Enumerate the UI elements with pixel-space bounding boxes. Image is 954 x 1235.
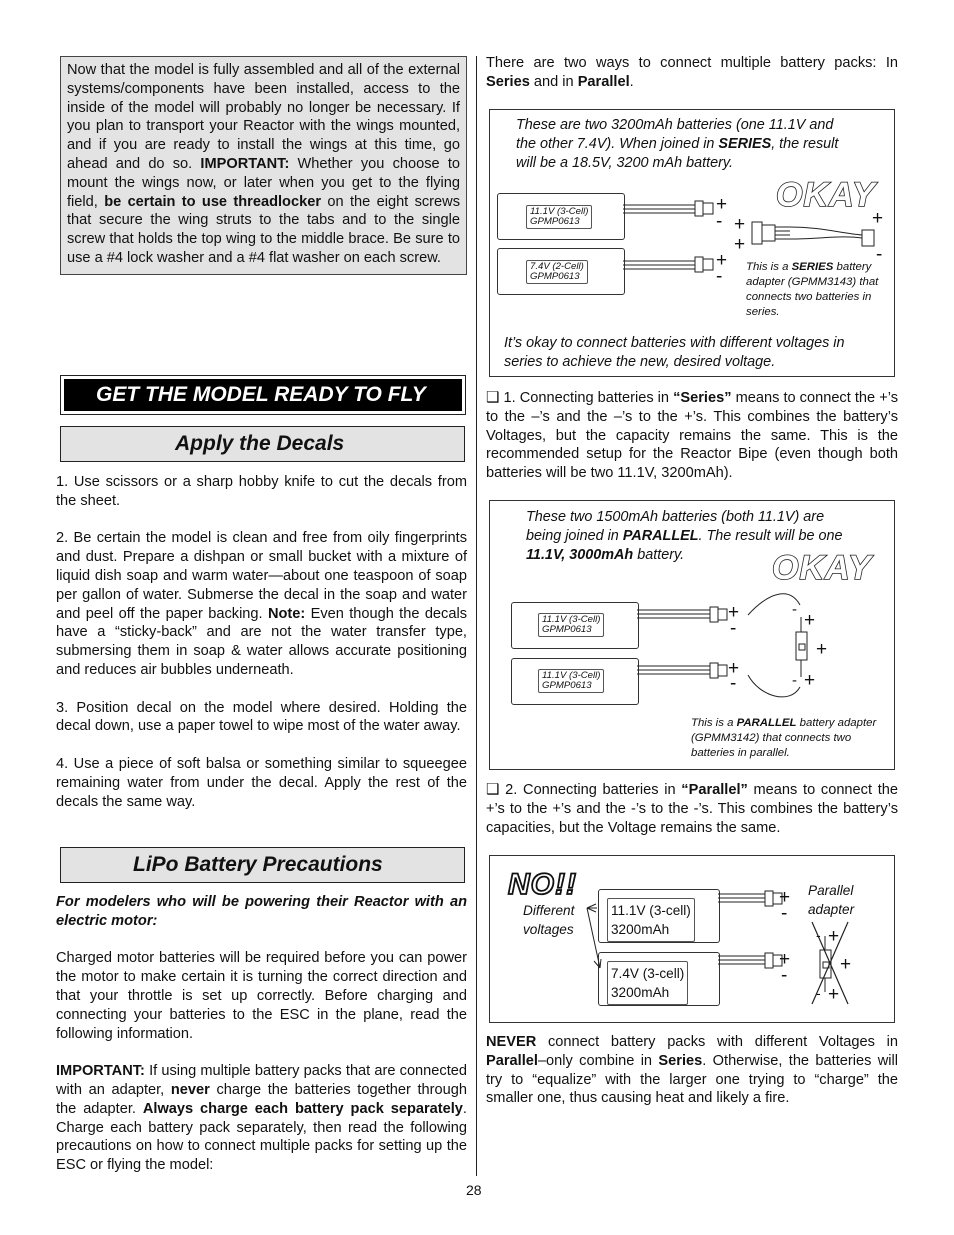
parallel-step-text: ❑ 2. Connecting batteries in “Parallel” means to connect the +’s to the +’s and the -’s to the -’s. This combines the battery’s capacities, but the Voltage remains the same. [486,781,899,836]
series-step-text: ❑ 1. Connecting batteries in “Series” means to connect the +’s to the –’s and the –’s to the +’s. This combines the battery’s Voltages, but the capacity remains the same. This is the recommended setup for the Reactor Bipe (even though both batteries will be two 11.1V, 3200mAh). [486,389,898,482]
lipo-lead: For modelers who will be powering their Reactor with an electric motor: [56,894,467,929]
svg-text:+: + [716,194,728,215]
decals-step-4: 4. Use a piece of soft balsa or something similar to squeegee remaining water from under the decal. Apply the rest of the decals the same way. [56,755,467,810]
svg-text:+: + [734,214,746,235]
decals-step-3: 3. Position decal on the model where desired. Holding the decal down, use a paper towel to wipe most of the water away. [56,699,467,735]
svg-text:-: - [876,244,883,265]
svg-text:-: - [792,672,797,689]
intro-note-text: Now that the model is fully assembled and all of the external systems/components have been installed, access to the inside of the model will probably no longer be necessary. If you plan to transport your Reactor with the wings mounted, and if you are ready to install the wings at this time, go ahead and do so. IMPORTANT: Whether you choose to mount the wings now, or later when you get to the flying field, be certain to use threadlocker on the eight screws that secure the wing struts to the tabs and to the single screw that holds the top wing to the middle brace. Be sure to use a #4 lock washer and a #4 flat washer on each screw. [67,62,460,266]
intro-note-box [60,56,467,275]
svg-text:+: + [779,887,791,908]
lipo-important: IMPORTANT: If using multiple battery packs that are connected with an adapter, never charge the batteries together through the adapter. Always charge each battery pack separately. Charge each battery pack separately, then read the following precautions on how to connect multiple packs for setting up the ESC or flying the model: [56,1063,467,1174]
lipo-heading: LiPo Battery Precautions [133,853,383,876]
svg-text:+: + [804,610,816,631]
series-caption: These are two 3200mAh batteries (one 11.1V and the other 7.4V). When joined in SERIES, the result will be a 18.5V, 3200 mAh battery. [516,117,839,171]
svg-text:-: - [781,903,788,924]
svg-text:+: + [840,954,852,975]
svg-text:-: - [781,965,788,986]
parallel-caption: These two 1500mAh batteries (both 11.1V) are being joined in PARALLEL. The result will be one 11.1V, 3000mAh battery. [526,509,843,563]
battery-label-2: 7.4V (3-cell) 3200mAh [607,961,688,1005]
battery-label-1: 11.1V (3-cell) 3200mAh [607,898,695,942]
battery-label-1: 11.1V (3-Cell) GPMP0613 [526,205,592,229]
battery-label-2: 11.1V (3-Cell) GPMP0613 [538,669,604,693]
lipo-para-1: Charged motor batteries will be required before you can power the motor to make certain it is turning the correct direction and that your throttle is set up correctly. Before charging and connecting your batteries to the ESC in the plane, read the following information. [56,950,467,1042]
svg-text:-: - [730,618,737,639]
parallel-step [486,781,898,837]
checkbox-icon[interactable]: ❑ [486,389,500,406]
section-banner-title: GET THE MODEL READY TO FLY [64,379,462,411]
column-divider [476,56,477,1176]
series-adapter-note: This is a SERIES battery adapter (GPMM3143) that connects two batteries in series. [746,261,879,318]
okay-stamp: OKAY [776,176,876,214]
connect-intro-text: There are two ways to connect multiple battery packs: In Series and in Parallel. [486,55,898,90]
no-figure [489,855,895,1023]
different-voltages-label: Different voltages [523,903,575,937]
svg-text:+: + [728,602,740,623]
decals-step-1: 1. Use scissors or a sharp hobby knife to cut the decals from the sheet. [56,474,467,509]
never-warning-text: NEVER connect battery packs with different Voltages in Parallel–only combine in Series. Otherwise, the batteries will try to “equalize” with the larger one trying to “charge” the smaller one, thus causing heat and likely a fire. [486,1034,898,1107]
okay-stamp: OKAY [772,549,872,587]
parallel-figure [489,500,895,770]
never-warning [486,1033,898,1108]
no-stamp: NO!! [508,868,577,901]
lipo-heading-box [60,847,465,883]
svg-text:+: + [804,670,816,691]
svg-text:+: + [872,208,884,229]
connect-intro [486,54,898,92]
series-step [486,389,898,483]
svg-text:+: + [816,639,828,660]
decals-steps [56,473,467,811]
parallel-adapter-label: Parallel adapter [808,883,855,917]
checkbox-icon[interactable]: ❑ [486,781,500,798]
no-wiring-diagram [490,856,894,1022]
svg-text:+: + [828,926,840,947]
svg-text:-: - [816,927,821,943]
section-banner [60,375,466,415]
battery-label-1: 11.1V (3-Cell) GPMP0613 [538,613,604,637]
svg-text:-: - [730,673,737,694]
battery-label-2: 7.4V (2-Cell) GPMP0613 [526,260,588,284]
svg-text:+: + [828,984,840,1005]
svg-text:+: + [716,250,728,271]
svg-text:+: + [734,234,746,255]
series-figure [489,109,895,377]
svg-text:-: - [716,211,723,232]
lipo-text [56,893,467,1175]
decals-heading-box [60,426,465,462]
svg-text:+: + [728,658,740,679]
svg-text:-: - [792,601,797,618]
svg-text:-: - [816,985,821,1001]
parallel-adapter-note: This is a PARALLEL battery adapter (GPMM3142) that connects two batteries in parallel. [691,717,877,759]
series-footer-note: It’s okay to connect batteries with different voltages in series to achieve the new, desired voltage. [504,335,845,370]
decals-heading: Apply the Decals [175,432,345,455]
svg-text:-: - [716,266,723,287]
page-number: 28 [466,1182,482,1198]
decals-step-2: 2. Be certain the model is clean and free from oily fingerprints and dust. Prepare a dishpan or small bucket with a mixture of liquid dish soap and warm water—about one teaspoon of soap per gallon of water. Submerse the decal in the soap and water and peel off the paper backing. Note: Even though the decals have a “sticky-back” and are not the water transfer type, submersing them in soap & water allows accurate positioning and reduces air bubbles underneath. [56,530,468,678]
svg-text:+: + [779,949,791,970]
